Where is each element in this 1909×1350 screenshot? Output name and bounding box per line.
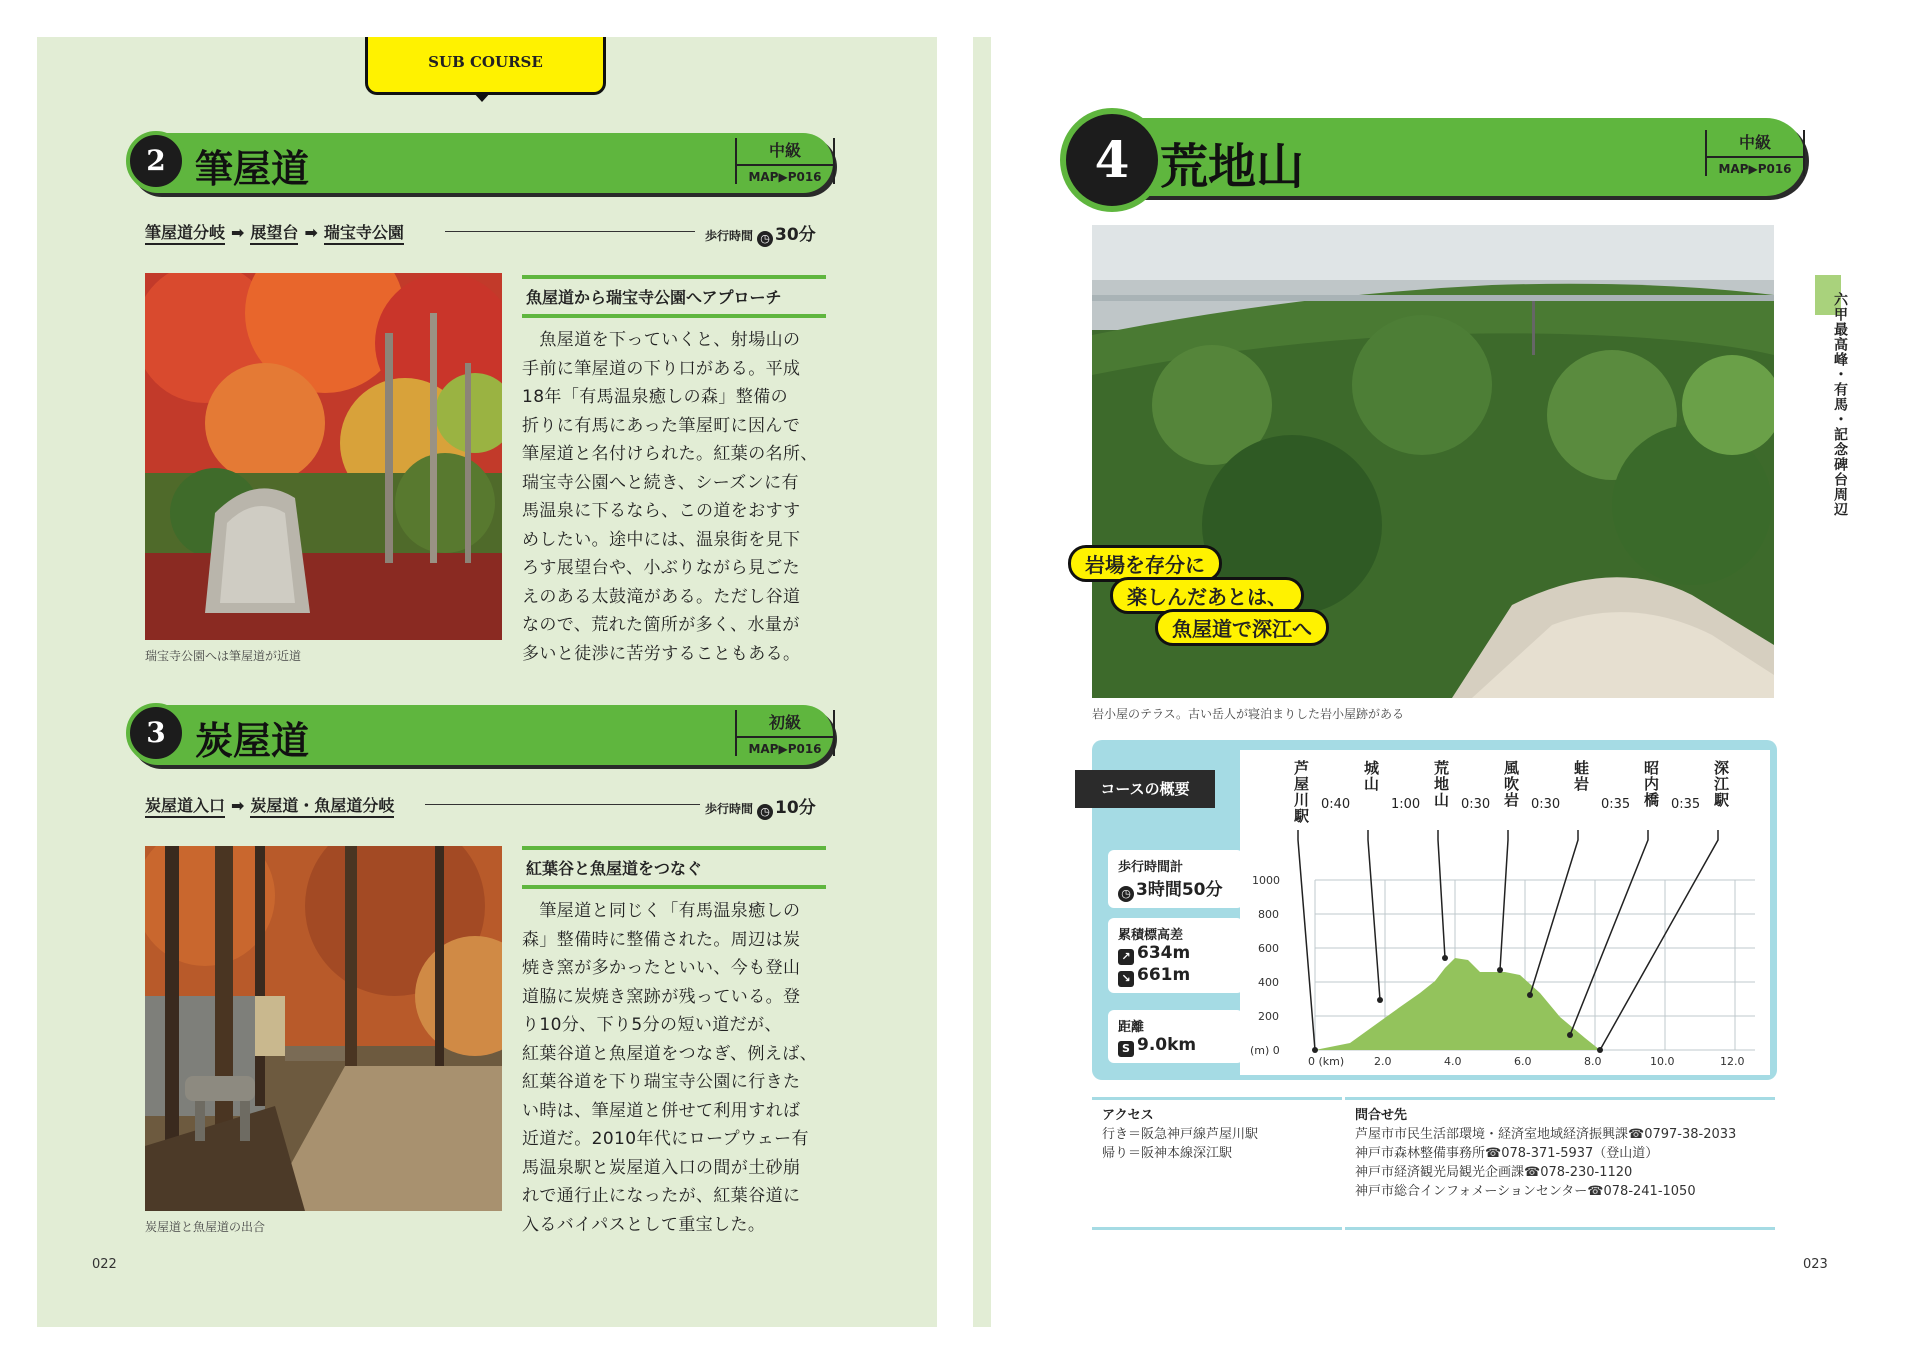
text-line: れで通行止になったが、紅葉谷道に: [522, 1186, 801, 1206]
route-arrow-icon: ➡: [231, 223, 245, 242]
route-station: 風吹岩: [1502, 760, 1520, 808]
text-line: 馬温泉に下るなら、この道をおすす: [522, 501, 801, 521]
x-tick-label: 2.0: [1374, 1055, 1392, 1068]
forest-path-photo: [145, 846, 502, 1211]
photo-caption: 瑞宝寺公園へは筆屋道が近道: [145, 649, 302, 663]
stat-label: 累積標高差: [1118, 928, 1184, 943]
route-arrow-icon: ➡: [231, 796, 245, 815]
x-tick-label: 6.0: [1514, 1055, 1532, 1068]
stat-value: 3時間50分: [1136, 880, 1223, 900]
access-info: [1092, 1097, 1342, 1230]
segment-time: 0:40: [1321, 797, 1351, 812]
page-number-right: 023: [1803, 1257, 1828, 1272]
course-title: 筆屋道: [195, 146, 310, 191]
y-tick-label: 600: [1258, 942, 1279, 955]
route-stop: 展望台: [250, 223, 298, 245]
walk-time-label: 歩行時間: [705, 802, 754, 816]
route-station: 深江駅: [1712, 760, 1730, 808]
text-line: 折りに有馬にあった筆屋町に因んで: [522, 415, 801, 436]
stat-value: 661m: [1137, 965, 1191, 985]
text-line: 森」整備時に整備された。周辺は炭: [522, 929, 801, 950]
photo-caption: 炭屋道と魚屋道の出合: [145, 1220, 266, 1234]
clock-icon: ◷: [1118, 886, 1134, 902]
contact-info: [1345, 1097, 1775, 1230]
course-level-box: [735, 138, 835, 184]
photo-callout: 魚屋道で深江へ: [1155, 609, 1329, 646]
ascent-arrow-icon: ↗: [1118, 949, 1134, 965]
distance-stat: [1108, 1010, 1243, 1063]
x-tick-label: 10.0: [1650, 1055, 1675, 1068]
section-title: 魚屋道から瑞宝寺公園へアプローチ: [522, 275, 826, 318]
clock-icon: ◷: [757, 804, 773, 820]
elevation-stat: [1108, 918, 1243, 993]
access-line: 帰り＝阪神本線深江駅: [1102, 1146, 1233, 1161]
access-line: 行き＝阪急神戸線芦屋川駅: [1102, 1127, 1259, 1142]
map-reference: MAP▶P016: [748, 742, 822, 756]
text-line: 手前に筆屋道の下り口がある。平成: [522, 358, 801, 379]
x-tick-label: 0 (km): [1308, 1055, 1345, 1068]
route-stop: 炭屋道入口: [145, 796, 225, 818]
route-station: 蛙岩: [1572, 760, 1590, 792]
walk-time-value: 10分: [775, 798, 816, 818]
photo-callout: 楽しんだあとは、: [1110, 577, 1304, 614]
stat-label: 歩行時間計: [1118, 860, 1184, 875]
segment-time: 0:35: [1601, 797, 1631, 812]
course-level-box: [735, 710, 835, 756]
autumn-maple-photo: [145, 273, 502, 640]
stat-value: 634m: [1137, 943, 1191, 963]
text-line: 多いと徒渉に苦労することもある。: [522, 643, 801, 664]
course-title: 炭屋道: [195, 718, 310, 763]
stat-label: 距離: [1118, 1020, 1145, 1035]
text-line: 馬温泉駅と炭屋道入口の間が土砂崩: [522, 1157, 801, 1178]
page-number-left: 022: [92, 1257, 117, 1272]
route-station: 城山: [1362, 760, 1380, 792]
text-line: えのある太鼓滝がある。ただし谷道: [522, 586, 801, 607]
stat-value: 9.0km: [1137, 1035, 1197, 1055]
chapter-tab-label: 六甲最高峰・有馬・記念碑台周辺: [1832, 292, 1848, 517]
segment-time: 1:00: [1391, 797, 1421, 812]
text-line: 18年「有馬温泉癒しの森」整備の: [522, 387, 789, 407]
summary-label: コースの概要: [1075, 770, 1215, 808]
route-stop: 炭屋道・魚屋道分岐: [250, 796, 394, 818]
route-stops: [145, 220, 404, 243]
route-stops: [145, 793, 394, 816]
route-arrow-icon: ➡: [304, 223, 318, 242]
clock-icon: ◷: [757, 231, 773, 247]
photo-callout: 岩場を存分に: [1068, 545, 1222, 582]
y-tick-label: 200: [1258, 1010, 1279, 1023]
text-line: 紅葉谷道と魚屋道をつなぎ、例えば、: [522, 1043, 818, 1064]
route-divider-line: [425, 804, 700, 805]
descent-arrow-icon: ↘: [1118, 971, 1134, 987]
course-level: 初級: [737, 710, 833, 738]
course-number-badge: 2: [126, 131, 186, 191]
text-line: 紅葉谷道を下り瑞宝寺公園に行きた: [522, 1072, 801, 1092]
walk-time-label: 歩行時間: [705, 229, 754, 243]
course-level-box: [1705, 130, 1805, 176]
contact-heading: 問合せ先: [1355, 1108, 1408, 1123]
walk-time: [705, 220, 816, 247]
course-number-badge: 3: [126, 703, 186, 763]
walk-total-stat: [1108, 850, 1243, 908]
y-tick-label: 800: [1258, 908, 1279, 921]
elevation-area: [1315, 958, 1600, 1050]
text-line: 道脇に炭焼き窯跡が残っている。登: [522, 986, 801, 1007]
course-level: 中級: [737, 138, 833, 166]
sub-course-label: SUB COURSE: [365, 37, 606, 95]
walk-time: [705, 793, 816, 820]
text-line: なので、荒れた箇所が多く、水量が: [522, 615, 800, 635]
contact-line: 神戸市総合インフォメーションセンター☎078-241-1050: [1355, 1184, 1696, 1199]
walk-time-value: 30分: [775, 225, 816, 245]
route-icon: S: [1118, 1041, 1134, 1057]
text-line: い時は、筆屋道と併せて利用すれば: [522, 1100, 801, 1121]
route-stop: 筆屋道分岐: [145, 223, 225, 245]
text-line: り10分、下り5分の短い道だが、: [522, 1015, 782, 1035]
contact-line: 芦屋市市民生活部環境・経済室地域経済振興課☎0797-38-2033: [1355, 1127, 1737, 1142]
course-description: [522, 897, 822, 1239]
map-reference: MAP▶P016: [1718, 162, 1792, 176]
segment-time: 0:35: [1671, 797, 1701, 812]
course-number-badge: 4: [1060, 108, 1164, 212]
course-title: 荒地山: [1160, 139, 1305, 195]
x-tick-label: 4.0: [1444, 1055, 1462, 1068]
text-line: 焼き窯が多かったといい、今も登山: [522, 958, 801, 978]
photo-caption: 岩小屋のテラス。古い岳人が寝泊まりした岩小屋跡がある: [1092, 707, 1405, 721]
course-description: [522, 326, 822, 668]
text-line: 魚屋道を下っていくと、射場山の: [522, 330, 801, 350]
contact-line: 神戸市経済観光局観光企画課☎078-230-1120: [1355, 1165, 1633, 1180]
contact-line: 神戸市森林整備事務所☎078-371-5937（登山道）: [1355, 1146, 1659, 1161]
text-line: 瑞宝寺公園へと続き、シーズンに有: [522, 472, 799, 493]
text-line: 入るバイパスとして重宝した。: [522, 1214, 766, 1235]
route-station: 昭内橋: [1642, 760, 1660, 808]
x-tick-label: 12.0: [1720, 1055, 1745, 1068]
text-line: 筆屋道と同じく「有馬温泉癒しの: [522, 901, 801, 921]
segment-time: 0:30: [1461, 797, 1491, 812]
text-line: 筆屋道と名付けられた。紅葉の名所、: [522, 444, 818, 464]
y-tick-label: 1000: [1252, 874, 1280, 887]
x-tick-label: 8.0: [1584, 1055, 1602, 1068]
route-stop: 瑞宝寺公園: [324, 223, 404, 245]
page-gutter-strip: [973, 37, 991, 1327]
y-tick-label: (m) 0: [1250, 1044, 1280, 1057]
elevation-profile-chart: [1240, 755, 1770, 1075]
text-line: めしたい。途中には、温泉街を見下: [522, 529, 801, 550]
text-line: 近道だ。2010年代にロープウェー有: [522, 1129, 809, 1149]
text-line: ろす展望台や、小ぶりながら見ごた: [522, 558, 801, 578]
route-divider-line: [445, 231, 695, 232]
map-reference: MAP▶P016: [748, 170, 822, 184]
segment-time: 0:30: [1531, 797, 1561, 812]
section-title: 紅葉谷と魚屋道をつなぐ: [522, 846, 826, 889]
sub-course-pointer: [473, 92, 491, 102]
access-heading: アクセス: [1102, 1108, 1154, 1123]
route-station: 荒地山: [1432, 760, 1450, 808]
route-station: 芦屋川駅: [1292, 760, 1310, 824]
course-level: 中級: [1707, 130, 1803, 158]
y-tick-label: 400: [1258, 976, 1279, 989]
